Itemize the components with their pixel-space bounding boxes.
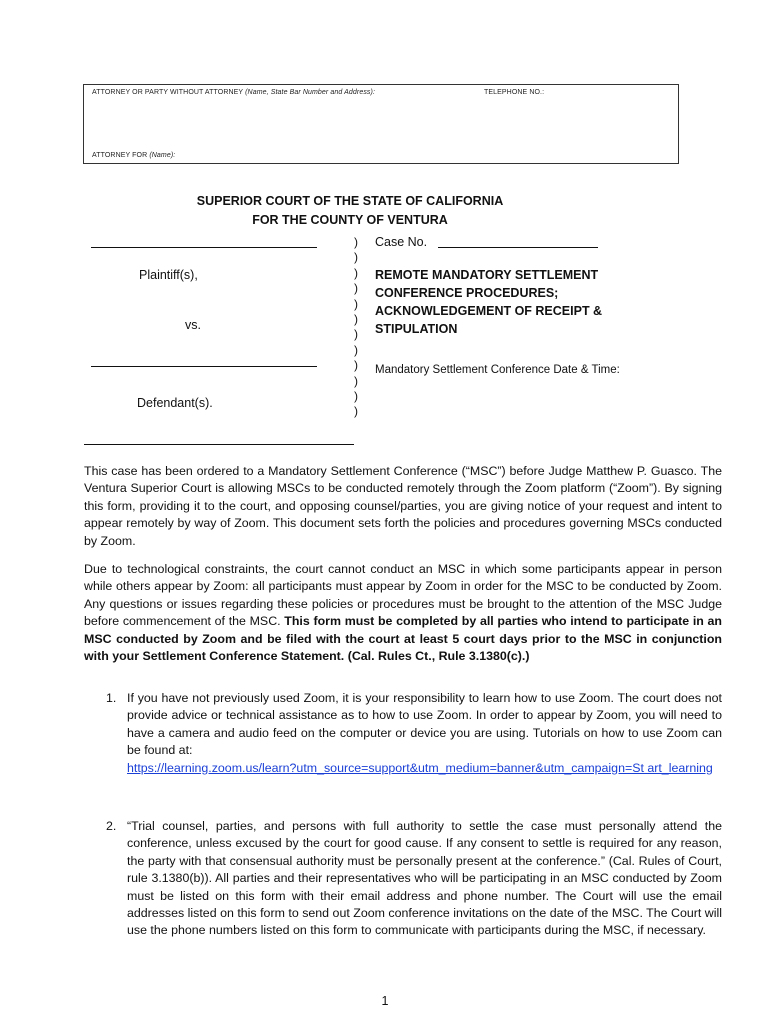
paren: ) xyxy=(354,327,358,342)
paren: ) xyxy=(354,342,358,357)
attorney-for-label: ATTORNEY FOR (Name): xyxy=(92,152,176,159)
paren: ) xyxy=(354,358,358,373)
list-item xyxy=(84,818,722,968)
court-title-line2: FOR THE COUNTY OF VENTURA xyxy=(252,213,448,227)
list-item-text: “Trial counsel, parties, and persons with full authority to settle the case must personally attend the conference, unless excused by the court for good cause. If any consent to settle is required for any reason, the party with that consensual authority must be personally present at the conference.” (Cal. Rules of Court, rule 3.1380(b)). All parties and their representatives who will be participating in an MSC conducted by Zoom must be listed on this form with their email address and phone number. The Court will use the email addresses listed on this form to send out Zoom conference invitations on the date of the MSC. The Court will use the phone numbers listed on this form to communicate with participants during the MSC, if necessary. xyxy=(127,819,722,938)
paren: ) xyxy=(354,235,358,249)
court-title-line1: SUPERIOR COURT OF THE STATE OF CALIFORNIA xyxy=(196,194,504,208)
case-number-line[interactable] xyxy=(438,247,598,248)
paren: ) xyxy=(354,296,358,311)
defendant-label: Defendant(s). xyxy=(137,396,213,410)
title-line: CONFERENCE PROCEDURES; xyxy=(375,286,559,300)
paren: ) xyxy=(354,265,358,280)
caption-paren-column xyxy=(354,235,358,420)
case-number-label: Case No. xyxy=(375,235,428,249)
zoom-instructions-text: If you have not previously used Zoom, it is your responsibility to learn how to use Zoom. The court does not provide advice or technical assistance as to how to use Zoom. In order to appear by Zoom, you will need to have a camera and audio feed on the computer or device you are using. Tutorials on how to use Zoom can be found at: xyxy=(127,691,722,758)
caption-bottom-line xyxy=(84,444,354,445)
list-item xyxy=(84,690,722,800)
telephone-label: TELEPHONE NO.: xyxy=(484,89,545,96)
paren: ) xyxy=(354,281,358,296)
vs-label: vs. xyxy=(185,318,201,332)
title-line: ACKNOWLEDGEMENT OF RECEIPT & xyxy=(375,304,603,318)
document-title xyxy=(375,266,655,338)
constraints-text: Due to technological constraints, the court cannot conduct an MSC in which some participants appear in person while others appear by Zoom: all participants must appear by Zoom in order for the MSC to be conducted by Zoom. Any questions or issues regarding these policies or procedures must be brought to the attention of the MSC Judge before commencement of the MSC. xyxy=(84,562,722,629)
paren: ) xyxy=(354,250,358,265)
title-line: STIPULATION xyxy=(375,322,458,336)
filing-requirement-text: This form must be completed by all parties who intend to participate in an MSC conducted by Zoom and be filed with the court at least 5 court days prior to the MSC in conjunction with your Settlement Conference Statement. (Cal. Rules Ct., Rule 3.1380(c).) xyxy=(84,614,722,664)
plaintiff-name-line[interactable] xyxy=(91,247,317,248)
paren: ) xyxy=(354,404,358,419)
defendant-name-line[interactable] xyxy=(91,366,317,367)
attorney-label: ATTORNEY OR PARTY WITHOUT ATTORNEY (Name, State Bar Number and Address): xyxy=(92,89,376,96)
paren: ) xyxy=(354,389,358,404)
title-line: REMOTE MANDATORY SETTLEMENT xyxy=(375,268,599,282)
zoom-tutorial-link[interactable]: https://learning.zoom.us/learn?utm_source=support&utm_medium=banner&utm_campaign=St art_learning xyxy=(127,760,713,775)
msc-date-label: Mandatory Settlement Conference Date & Time: xyxy=(375,364,620,376)
paren: ) xyxy=(354,312,358,327)
intro-paragraph: This case has been ordered to a Mandatory Settlement Conference (“MSC”) before Judge Matthew P. Guasco. The Ventura Superior Court is allowing MSCs to be conducted remotely through the Zoom platform (“Zoom”). By signing this form, providing it to the court, and opposing counsel/parties, you are giving notice of your request and intent to appear remotely by way of Zoom. This document sets forth the policies and procedures governing MSCs conducted by Zoom. xyxy=(84,464,722,548)
list-item-text xyxy=(127,690,722,777)
paren: ) xyxy=(354,373,358,388)
plaintiff-label: Plaintiff(s), xyxy=(139,268,198,282)
page-number: 1 xyxy=(381,994,389,1008)
list-number: 1. xyxy=(106,691,117,705)
constraints-paragraph xyxy=(84,561,722,665)
attorney-info-box xyxy=(83,84,679,164)
list-number: 2. xyxy=(106,819,117,833)
